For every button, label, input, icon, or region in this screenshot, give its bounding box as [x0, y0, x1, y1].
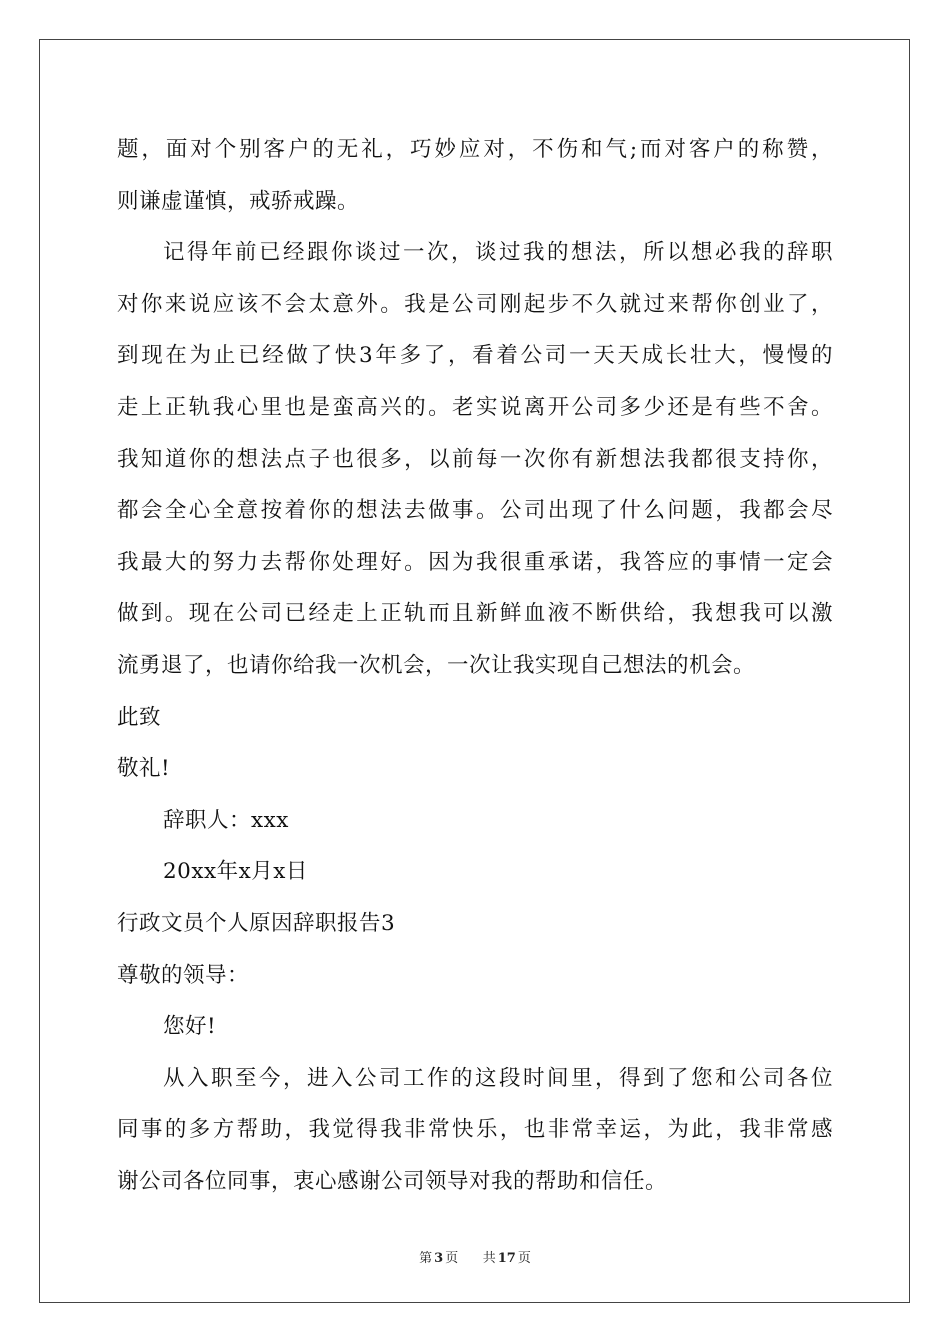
- text-line: 走上正轨我心里也是蛮高兴的。老实说离开公司多少还是有些不舍。: [117, 394, 833, 420]
- text-line: 题，面对个别客户的无礼，巧妙应对，不伤和气;而对客户的称赞，: [117, 137, 833, 162]
- text-line: 谢公司各位同事，衷心感谢公司领导对我的帮助和信任。: [117, 1168, 668, 1194]
- text-line: 流勇退了，也请你给我一次机会，一次让我实现自己想法的机会。: [117, 652, 756, 678]
- date-line: 20xx年x月x日: [163, 859, 308, 885]
- closing-regards: 敬礼!: [117, 756, 171, 782]
- text-line: 我知道你的想法点子也很多，以前每一次你有新想法我都很支持你，: [117, 446, 833, 472]
- text-line: 则谦虚谨慎，戒骄戒躁。: [117, 188, 360, 214]
- page-indicator: 第 3 页: [419, 1251, 459, 1266]
- text-line: 到现在为止已经做了快3年多了，看着公司一天天成长壮大，慢慢的: [117, 343, 833, 369]
- section-title: 行政文员个人原因辞职报告3: [117, 910, 396, 936]
- text-line: 同事的多方帮助，我觉得我非常快乐，也非常幸运，为此，我非常感: [117, 1117, 833, 1143]
- text-line: 做到。现在公司已经走上正轨而且新鲜血液不断供给，我想我可以激: [117, 601, 833, 627]
- text-line: 对你来说应该不会太意外。我是公司刚起步不久就过来帮你创业了，: [117, 291, 833, 317]
- document-body: [117, 124, 833, 1207]
- text-line: 都会全心全意按着你的想法去做事。公司出现了什么问题，我都会尽: [117, 498, 833, 524]
- total-pages-indicator: 共 17 页: [482, 1251, 531, 1266]
- closing-salutation: 此致: [117, 704, 162, 730]
- page-footer: [0, 1247, 950, 1266]
- signature-line: 辞职人：xxx: [163, 807, 289, 833]
- text-line: 记得年前已经跟你谈过一次，谈过我的想法，所以想必我的辞职: [163, 240, 833, 266]
- text-line: 从入职至今，进入公司工作的这段时间里，得到了您和公司各位: [163, 1065, 833, 1091]
- text-line: 我最大的努力去帮你处理好。因为我很重承诺，我答应的事情一定会: [117, 549, 833, 575]
- addressee: 尊敬的领导：: [117, 962, 250, 988]
- greeting: 您好!: [163, 1014, 217, 1040]
